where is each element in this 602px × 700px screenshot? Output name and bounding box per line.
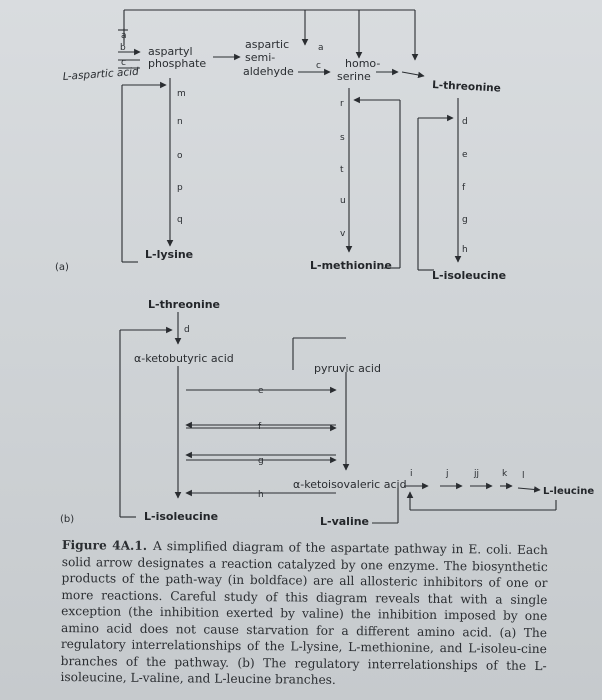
metabolite-homoserine-line1: homo- [345,57,381,70]
enzyme-n: n [177,117,183,127]
enzyme-d-b: d [184,325,190,335]
enzyme-l: l [522,471,525,481]
metabolite-semialdehyde-line3: aldehyde [243,65,294,78]
metabolite-isoleucine-a: L-isoleucine [432,269,507,282]
enzyme-jj: jj [474,469,480,479]
enzyme-h-a: h [462,245,468,255]
panel-label-b: (b) [60,514,75,525]
enzyme-g-b: g [258,456,264,466]
enzyme-d-a: d [462,117,468,127]
enzyme-c-right: c [316,61,321,71]
enzyme-a-right: a [318,43,324,53]
part-a-labels [55,31,506,282]
enzyme-e-a: e [462,150,468,160]
metabolite-ketobutyric: α-ketobutyric acid [134,352,234,365]
enzyme-e-b: e [258,386,264,396]
enzyme-c-left: c [121,58,126,68]
part-b-lines [120,312,556,523]
metabolite-homoserine-line2: serine [337,70,371,83]
arrow-homoserine-to-threonine-2 [402,72,424,76]
figure-caption [60,537,552,691]
metabolite-aspartic-acid: L-aspartic acid [62,65,140,83]
metabolite-aspartyl-line2: phosphate [148,57,207,70]
enzyme-b: b [120,43,126,53]
metabolite-methionine: L-methionine [310,259,392,272]
metabolite-isoleucine-b: L-isoleucine [144,510,219,523]
enzyme-u: u [340,196,346,206]
enzyme-m: m [177,89,186,99]
enzyme-r: r [340,99,344,109]
metabolite-semialdehyde-line1: aspartic [245,38,290,51]
enzyme-f-a: f [462,183,466,193]
enzyme-i: i [410,469,413,479]
metabolite-lysine: L-lysine [145,248,194,261]
metabolite-threonine-a: L-threonine [431,79,502,95]
enzyme-a-left: a [121,31,127,41]
enzyme-g-a: g [462,215,468,225]
enzyme-v: v [340,229,346,239]
panel-label-a: (a) [55,262,69,273]
enzyme-j: j [446,469,449,479]
metabolite-ketoisovaleric: α-ketoisovaleric acid [293,478,407,491]
enzyme-k: k [502,469,508,479]
metabolite-leucine: L-leucine [543,486,595,497]
enzyme-o: o [177,151,183,161]
caption-text: A simplified diagram of the aspartate pathway in E. coli. Each solid arrow designates a reaction catalyzed by one enzyme. The biosynthetic products of the path-way (in boldface) are all allosteric inhibitors of one or more reactions. Careful study of this diagram reveals that with a single exception (the inhibition exerted by valine) the inhibition imposed by one amino acid does not cause starvation for a different amino acid. (a) The regulatory interrelationships of the L-lysine, L-methionine, and L-isoleu-cine branches of the pathway. (b) The regulatory interrelationships of the L-isoleucine, L-valine, and L-leucine branches. [60,538,552,687]
metabolite-threonine-b: L-threonine [148,298,220,311]
enzyme-h-b: h [258,490,264,500]
caption-label: Figure 4A.1. [61,537,148,553]
enzyme-t: t [340,165,344,175]
metabolite-semialdehyde-line2: semi- [245,51,276,64]
metabolite-pyruvic: pyruvic acid [314,362,381,375]
enzyme-q: q [177,215,183,225]
metabolite-valine: L-valine [320,515,370,528]
arrow-l [518,488,540,490]
enzyme-p: p [177,183,183,193]
metabolite-aspartyl-line1: aspartyl [148,45,193,58]
enzyme-f-b: f [258,422,262,432]
enzyme-s: s [340,133,345,143]
